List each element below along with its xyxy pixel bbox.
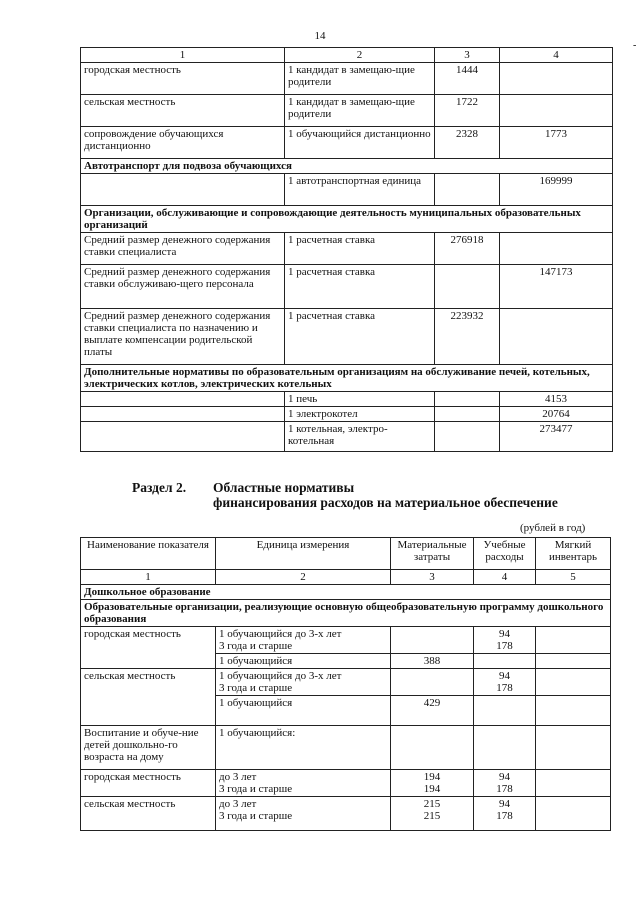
table-row [81,669,611,696]
row-value [474,696,536,726]
row-unit [216,669,391,696]
row-unit: 1 кандидат в замещаю-щие родители [285,63,435,95]
row-value [500,233,613,265]
header-name: Наименование показателя [81,538,216,570]
section-row [81,365,613,392]
col-number: 4 [500,48,613,63]
unit-line: до 3 лет [219,771,257,783]
section-title-line: финансирования расходов на материальное обеспечение [213,495,558,510]
row-name: Средний размер денежного содержания ставки специалиста [81,233,285,265]
row-name: Воспитание и обуче-ние детей дошкольно-го возраста на дому [81,726,216,770]
row-value: 388 [391,654,474,669]
value-line: 94 [499,798,510,810]
section-label: Раздел 2. [132,480,187,495]
units-note: (рублей в год) [520,522,586,534]
row-value: 276918 [435,233,500,265]
col-number: 3 [391,570,474,585]
unit-line: 1 обучающийся до 3-х лет [219,628,342,640]
col-number: 2 [216,570,391,585]
row-name [81,407,285,422]
value-line: 215 [423,810,441,822]
row-value [500,309,613,365]
row-value [474,654,536,669]
section-transport: Автотранспорт для подвоза обучающихся [81,159,613,174]
row-unit: 1 расчетная ставка [285,233,435,265]
table-number-row [81,570,611,585]
unit-line: 3 года и старше [219,810,293,822]
row-unit [216,770,391,797]
value-line: 94 [499,628,510,640]
value-line: 94 [499,670,510,682]
page-number: 14 [314,30,326,42]
row-value: 1773 [500,127,613,159]
row-value [536,797,611,831]
row-value [474,726,536,770]
row-value [391,797,474,831]
row-value: 4153 [500,392,613,407]
row-unit: 1 расчетная ставка [285,309,435,365]
table-header-row [81,48,613,63]
row-name: Средний размер денежного содержания ставки обслуживаю-щего персонала [81,265,285,309]
row-value [536,726,611,770]
row-unit: 1 кандидат в замещаю-щие родители [285,95,435,127]
row-value [435,407,500,422]
table-row [81,627,611,654]
value-line: 178 [496,682,513,694]
table-1 [80,47,613,452]
value-line: 94 [499,771,510,783]
table-row [81,770,611,797]
row-value [474,627,536,654]
row-name: сопровождение обучающихся дистанционно [81,127,285,159]
unit-line: до 3 лет [219,798,257,810]
header-study: Учебные расходы [474,538,536,570]
table-row [81,233,613,265]
row-value [536,770,611,797]
row-value [435,392,500,407]
section-extra: Дополнительные нормативы по образовательным организациям на обслуживание печей, котельных, электрических котлов, электрических котельных [81,365,613,392]
row-value [391,669,474,696]
value-line: 194 [423,783,441,795]
row-unit: 1 обучающийся [216,654,391,669]
unit-line: 3 года и старше [219,640,293,652]
value-line: 215 [423,798,441,810]
row-name [81,422,285,452]
row-value [391,726,474,770]
table-row [81,265,613,309]
table-row [81,422,613,452]
col-number: 1 [81,570,216,585]
row-value [536,654,611,669]
row-unit: 1 обучающийся: [216,726,391,770]
margin-mark: - [633,40,637,51]
row-unit: 1 котельная, электро-котельная [285,422,435,452]
row-unit: 1 автотранспортная единица [285,174,435,206]
table-row [81,726,611,770]
row-value: 20764 [500,407,613,422]
row-value [536,669,611,696]
row-value [435,174,500,206]
row-value [536,627,611,654]
row-name: городская местность [81,770,216,797]
table-row [81,407,613,422]
table-row [81,309,613,365]
table-row [81,63,613,95]
col-number: 4 [474,570,536,585]
row-name: Средний размер денежного содержания ставки специалиста по назначению и выплате компенсации родительской платы [81,309,285,365]
section-preschool-orgs: Образовательные организации, реализующие основную общеобразовательную программу дошкольного образования [81,600,611,627]
section-orgs: Организации, обслуживающие и сопровождающие деятельность муниципальных образовательных организаций [81,206,613,233]
value-line: 178 [496,783,513,795]
header-unit: Единица измерения [216,538,391,570]
section-title [213,480,633,510]
row-value [391,770,474,797]
value-line: 194 [423,771,441,783]
col-number: 5 [536,570,611,585]
row-value [500,63,613,95]
unit-line: 3 года и старше [219,783,293,795]
row-unit: 1 обучающийся дистанционно [285,127,435,159]
row-name [81,392,285,407]
col-number: 2 [285,48,435,63]
header-inventory: Мягкий инвентарь [536,538,611,570]
row-value [474,669,536,696]
row-value [474,770,536,797]
table-row [81,95,613,127]
row-value: 223932 [435,309,500,365]
col-number: 1 [81,48,285,63]
section-row [81,206,613,233]
row-name: городская местность [81,627,216,669]
section-title-line: Областные нормативы [213,480,355,495]
row-value: 273477 [500,422,613,452]
row-name: сельская местность [81,797,216,831]
row-value: 1444 [435,63,500,95]
section-preschool: Дошкольное образование [81,585,611,600]
row-value: 2328 [435,127,500,159]
table-row [81,174,613,206]
row-name [81,174,285,206]
row-value: 147173 [500,265,613,309]
row-value: 169999 [500,174,613,206]
row-value [435,422,500,452]
table-row [81,127,613,159]
row-value [474,797,536,831]
row-unit [216,627,391,654]
table-row [81,392,613,407]
row-name: городская местность [81,63,285,95]
unit-line: 3 года и старше [219,682,293,694]
table-row [81,797,611,831]
section-row [81,159,613,174]
row-value [435,265,500,309]
row-value [500,95,613,127]
row-unit: 1 обучающийся [216,696,391,726]
value-line: 178 [496,640,513,652]
row-value [536,696,611,726]
header-material: Материальные затраты [391,538,474,570]
row-value: 1722 [435,95,500,127]
row-value: 429 [391,696,474,726]
table-header-row [81,538,611,570]
row-value [391,627,474,654]
unit-line: 1 обучающийся до 3-х лет [219,670,342,682]
col-number: 3 [435,48,500,63]
row-unit: 1 электрокотел [285,407,435,422]
value-line: 178 [496,810,513,822]
row-unit: 1 расчетная ставка [285,265,435,309]
section-row [81,585,611,600]
row-unit [216,797,391,831]
table-2 [80,537,611,831]
row-name: сельская местность [81,95,285,127]
row-name: сельская местность [81,669,216,726]
section-row [81,600,611,627]
row-unit: 1 печь [285,392,435,407]
